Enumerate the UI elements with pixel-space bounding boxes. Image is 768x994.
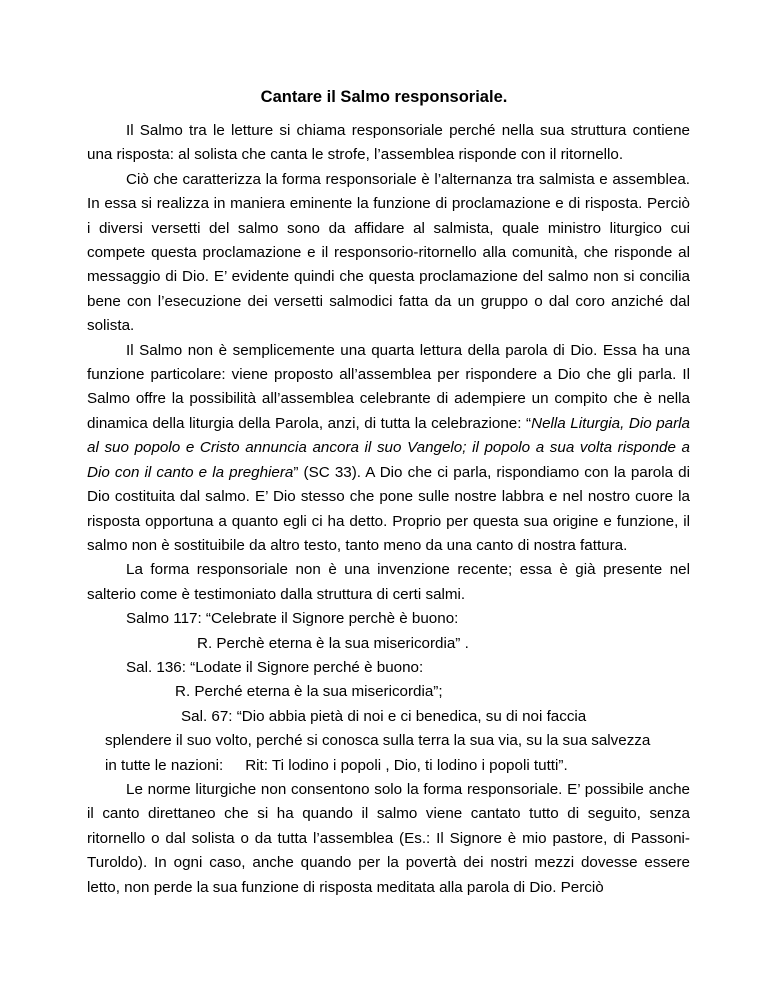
- psalm-136-verse: Sal. 136: “Lodate il Signore perché è buono:: [126, 658, 424, 676]
- psalm-67-line-3: [87, 754, 690, 778]
- psalm-67-line-1: Sal. 67: “Dio abbia pietà di noi e ci benedica, su di noi faccia: [181, 707, 587, 725]
- psalm-67-line-2: splendere il suo volto, perché si conosca sulla terra la sua via, su la sua salvezza: [105, 732, 651, 750]
- paragraph-3: [87, 339, 690, 559]
- psalm-67-refrain: Rit: Ti lodino i popoli , Dio, ti lodino i popoli tutti”.: [245, 756, 568, 774]
- paragraph-1: Il Salmo tra le letture si chiama responsoriale perché nella sua struttura contiene una risposta: al solista che canta le strofe, l’assemblea risponde con il ritornello.: [87, 122, 690, 164]
- page-title: Cantare il Salmo responsoriale.: [260, 88, 508, 106]
- paragraph-4: La forma responsoriale non è una invenzione recente; essa è già presente nel salterio come è testimoniato dalla struttura di certi salmi.: [87, 561, 690, 603]
- paragraph-3-start: Il Salmo non è semplicemente una quarta lettura della parola di Dio. Essa ha una funzione particolare: viene proposto all’assemblea per rispondere a Dio che gli parla. Il Salmo offre la possibilità all’assemblea celebrante di adempiere un compito che è nella dinamica della liturgia della Parola, anzi, di tutta la celebrazione: “: [87, 341, 690, 432]
- paragraph-3-end: ” (SC 33). A Dio che ci parla, rispondiamo con la parola di Dio costituita dal salmo. E’ Dio stesso che pone sulle nostre labbra e nel nostro cuore la risposta opportuna a quanto egli ci ha detto. Proprio per questa sua origine e funzione, il salmo non è sostituibile da altro testo, tanto meno da una canto di nostra fattura.: [87, 463, 690, 554]
- psalm-136-response: R. Perché eterna è la sua misericordia”;: [175, 683, 443, 701]
- paragraph-5: Le norme liturgiche non consentono solo la forma responsoriale. E’ possibile anche il canto direttaneo che si ha quando il salmo viene cantato tutto di seguito, senza ritornello o dal solista o da tutta l’assemblea (Es.: Il Signore è mio pastore, di Passoni-Turoldo). In ogni caso, anche quando per la povertà dei nostri mezzi dovesse essere letto, non perde la sua funzione di risposta meditata alla parola di Dio. Perciò: [87, 780, 690, 896]
- paragraph-3-quote: Nella Liturgia, Dio parla al suo popolo e Cristo annuncia ancora il suo Vangelo; il popolo a sua volta risponde a Dio con il canto e la preghiera: [87, 414, 690, 481]
- paragraph-2: Ciò che caratterizza la forma responsoriale è l’alternanza tra salmista e assemblea. In essa si realizza in maniera eminente la funzione di proclamazione e di risposta. Perciò i diversi versetti del salmo sono da affidare al salmista, quale ministro liturgico cui compete questa proclamazione e il responsorio-ritornello alla comunità, che risponde al messaggio di Dio. E’ evidente quindi che questa proclamazione del salmo non si concilia bene con l’esecuzione dei versetti salmodici fatta da un gruppo o dal coro anziché dal solista.: [87, 170, 690, 335]
- psalm-67-line-3-verse: in tutte le nazioni:: [105, 756, 224, 774]
- psalm-117-response: R. Perchè eterna è la sua misericordia” .: [197, 634, 469, 652]
- document-body: [87, 119, 690, 900]
- psalm-117-verse: Salmo 117: “Celebrate il Signore perchè è buono:: [126, 610, 459, 628]
